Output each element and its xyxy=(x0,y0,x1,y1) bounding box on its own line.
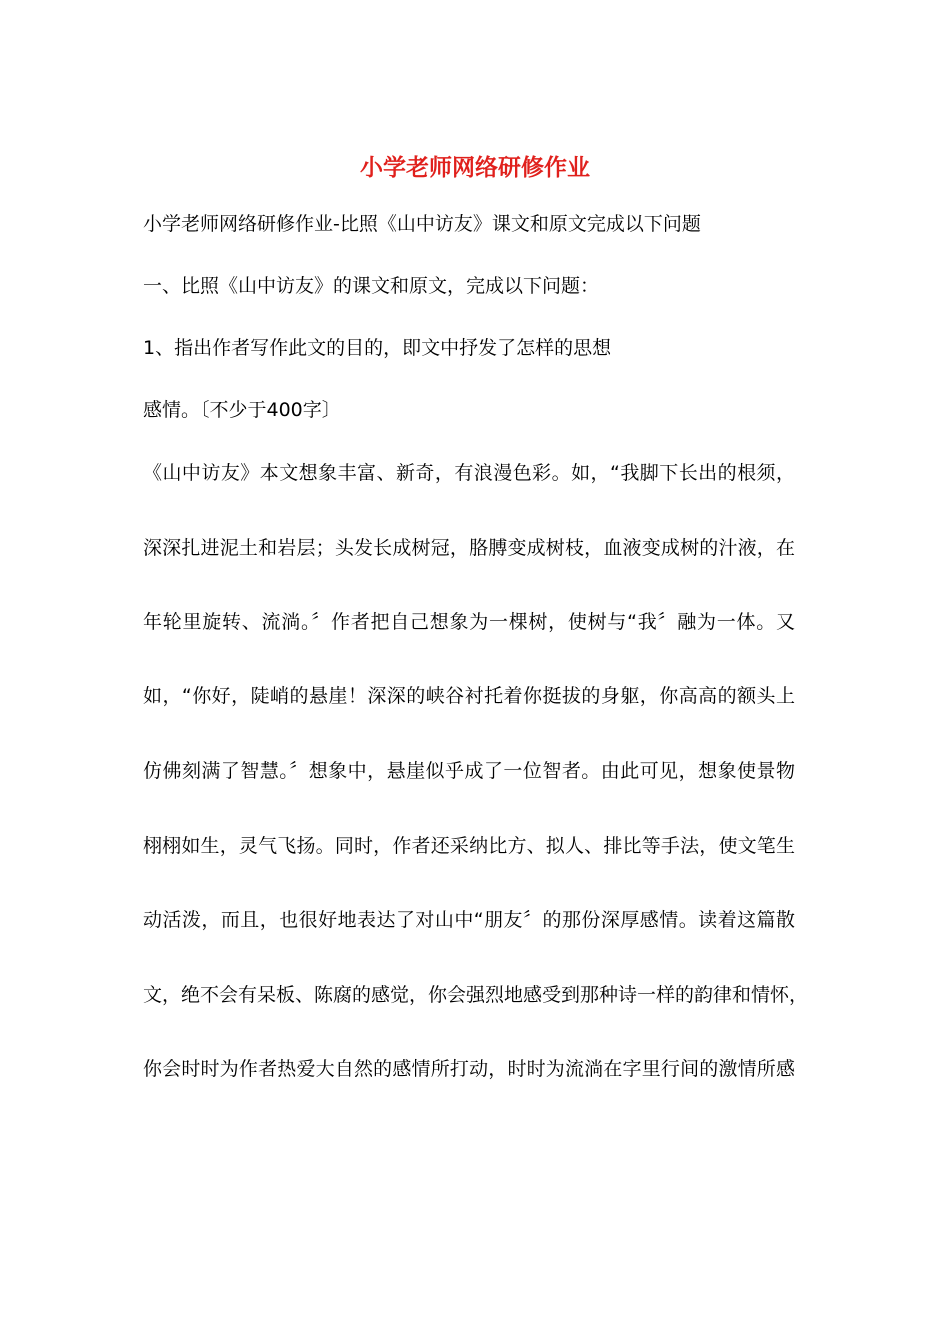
answer-line-7: 动活泼，而且，也很好地表达了对山中“朋友〞的那份深厚感情。读着这篇散 xyxy=(143,909,795,931)
answer-line-3: 年轮里旋转、流淌。〞作者把自己想象为一棵树，使树与“我〞融为一体。又 xyxy=(143,611,795,633)
question-line-1: 1、指出作者写作此文的目的，即文中抒发了怎样的思想 xyxy=(143,337,612,359)
answer-line-6: 栩栩如生，灵气飞扬。同时，作者还采纳比方、拟人、排比等手法，使文笔生 xyxy=(143,835,795,857)
answer-line-4: 如，“你好，陡峭的悬崖！深深的峡谷衬托着你挺拔的身躯，你高高的额头上 xyxy=(143,685,795,707)
section-heading: 一、比照《山中访友》的课文和原文，完成以下问题： xyxy=(143,275,600,297)
answer-line-9: 你会时时为作者热爱大自然的感情所打动，时时为流淌在字里行间的激情所感 xyxy=(143,1058,795,1080)
answer-line-1: 《山中访友》本文想象丰富、新奇，有浪漫色彩。如，“我脚下长出的根须， xyxy=(143,462,795,484)
answer-line-5: 仿佛刻满了智慧。〞想象中，悬崖似乎成了一位智者。由此可见，想象使景物 xyxy=(143,760,795,782)
document-subtitle: 小学老师网络研修作业-比照《山中访友》课文和原文完成以下问题 xyxy=(143,213,701,235)
question-line-2: 感情。〔不少于400字〕 xyxy=(143,399,341,421)
answer-line-8: 文，绝不会有呆板、陈腐的感觉，你会强烈地感受到那种诗一样的韵律和情怀， xyxy=(143,984,809,1006)
document-title: 小学老师网络研修作业 xyxy=(360,154,590,181)
answer-line-2: 深深扎进泥土和岩层；头发长成树冠，胳膊变成树枝，血液变成树的汁液，在 xyxy=(143,537,795,559)
